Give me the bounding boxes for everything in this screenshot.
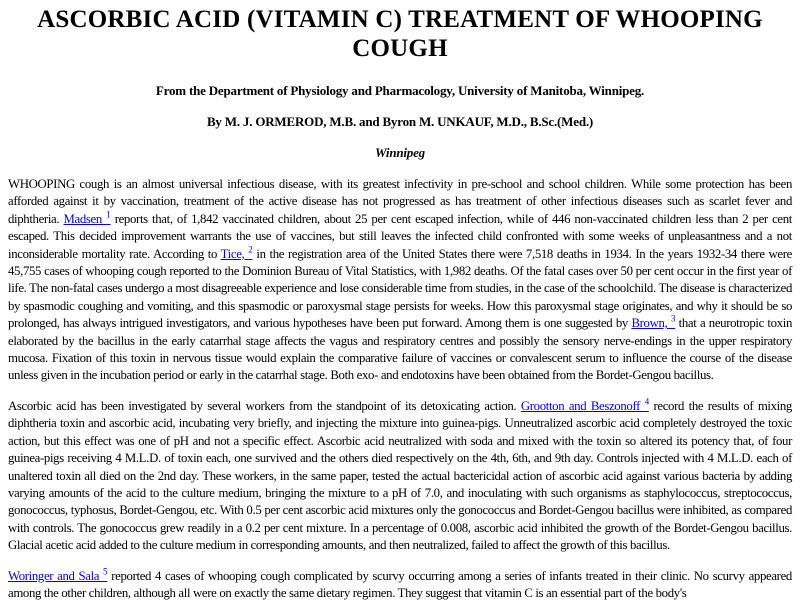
article-title: ASCORBIC ACID (VITAMIN C) TREATMENT OF WHOOPING COUGH bbox=[37, 6, 763, 62]
reference-superscript-3[interactable]: 3 bbox=[670, 313, 676, 324]
paragraph: Woringer and Sala $^5$ reported 4 cases of whooping cough complicated by scurvy occurring among a series of infants treated in their clinic. No scurvy appeared among the other children, although all were on exactly the same dietary regimen. They suggest that vitamin C is an essential part of the body's bbox=[8, 566, 792, 600]
reference-link-4[interactable]: Grootton and Beszonoff $^4$ bbox=[520, 396, 649, 413]
page bbox=[0, 6, 800, 604]
article bbox=[0, 6, 800, 602]
reference-superscript-5[interactable]: 5 bbox=[103, 566, 108, 577]
reference-link-5[interactable]: Woringer and Sala $^5$ bbox=[8, 566, 108, 583]
article-body bbox=[8, 176, 792, 602]
paragraph: Ascorbic acid has been investigated by several workers from the standpoint of its detoxicating action. Grootton and Beszonoff $^4$ record the results of mixing diphtheria toxin and ascorbic acid, incubating very briefly, and injecting the mixture into guinea-pigs. Unneutralized ascorbic acid completely destroyed the toxic action, but this effect was one of pH and not a specific effect. Ascorbic acid neutralized with soda and mixed with the toxin so altered its potency that, of four guinea-pigs receiving 4 M.L.D. of toxin each, one survived and the others died respectively on the 4th, 6th, and 9th day. Controls injected with 4 M.L.D. each of unaltered toxin all died on the 2nd day. These workers, in the same paper, tested the actual bactericidal action of ascorbic acid against various bacteria by adding varying amounts of the acid to the culture medium, bringing the mixture to a pH of 7.0, and inoculating with such organisms as staphylococcus, streptococcus, gonococcus, typhosus, Bordet-Gengou, etc. With 0.5 per cent ascorbic acid mixtures only the gonococcus and Bordet-Gengou bacillus were inhibited, as compared with controls. The gonococcus grew readily in a 0.2 per cent mixture. In a percentage of 0.008, ascorbic acid inhibited the growth of the Bordet-Gengou bacillus. Glacial acetic acid added to the culture medium in corresponding amounts, and then neutralized, failed to affect the growth of this bacillus. bbox=[8, 396, 792, 553]
byline: By M. J. ORMEROD, M.B. and Byron M. UNKAUF, M.D., B.Sc.(Med.) bbox=[206, 114, 594, 129]
reference-superscript-2[interactable]: 2 bbox=[248, 244, 253, 255]
location-line: Winnipeg bbox=[375, 145, 425, 160]
department-line: From the Department of Physiology and Pharmacology, University of Manitoba, Winnipeg. bbox=[155, 83, 645, 98]
paragraph: WHOOPING cough is an almost universal infectious disease, with its greatest infectivity in pre-school and school children. While some protection has been afforded against it by vaccination, treatment of the active disease has not progressed as has treatment of other infectious diseases such as scarlet fever and diphtheria. Madsen $^1$ reports that, of 1,842 vaccinated children, about 25 per cent escaped infection, while of 446 non-vaccinated children less than 2 per cent escaped. This decided improvement warrants the use of vaccines, but still leaves the infected child confronted with some weeks of unpleasantness and a not inconsiderable mortality rate. According to Tice, $^2$ in the registration area of the United States there were 7,518 deaths in 1934. In the years 1932-34 there were 45,755 cases of whooping cough reported to the Dominion Bureau of Vital Statistics, with 1,982 deaths. Of the fatal cases over 50 per cent occur in the first year of life. The non-fatal cases undergo a most disagreeable experience and lose considerable time from studies, in the case of the schoolchild. The disease is characterized by spasmodic coughing and vomiting, and this spasmodic or paroxysmal stage persists for weeks. How this paroxysmal stage originates, and why it should be so prolonged, has always intrigued investigators, and various hypotheses have been put forward. Among them is one suggested by Brown, $^3$ that a neurotropic toxin elaborated by the bacillus in the early catarrhal stage affects the vagus and respiratory centres and possibly the sensory nerve-endings in the upper respiratory mucosa. Fixation of this toxin in nervous tissue would explain the comparative failure of vaccines or convalescent serum to influence the course of the disease unless given in the incubation period or early in the catarrhal stage. Both exo- and endotoxins have been obtained from the Bordet-Gengou bacillus. bbox=[8, 177, 793, 383]
reference-link-3[interactable]: Brown, $^3$ bbox=[631, 313, 676, 331]
reference-superscript-1[interactable]: 1 bbox=[106, 209, 111, 220]
reference-link-2[interactable]: Tice, $^2$ bbox=[220, 244, 253, 261]
reference-link-1[interactable]: Madsen $^1$ bbox=[63, 209, 111, 226]
reference-superscript-4[interactable]: 4 bbox=[644, 396, 649, 407]
